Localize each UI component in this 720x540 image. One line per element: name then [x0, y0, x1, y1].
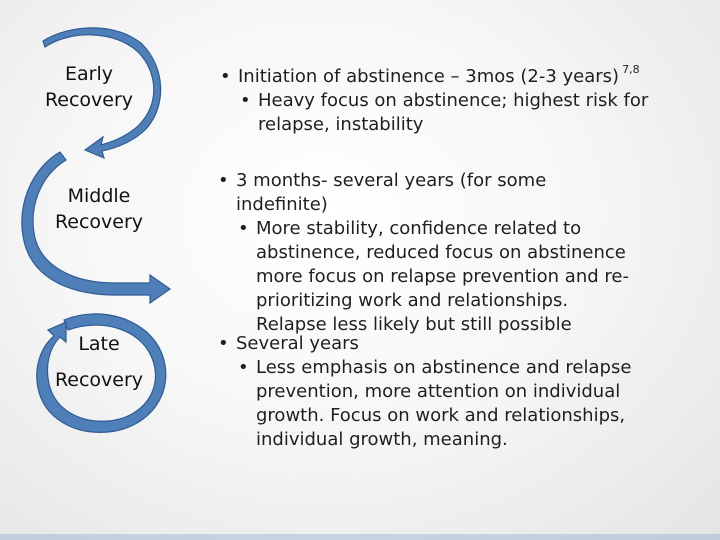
- middle-recovery-description: [218, 169, 643, 337]
- slide-bottom-rule: [0, 534, 720, 540]
- early-recovery-label: [30, 61, 148, 113]
- early-recovery-heading: [220, 65, 660, 89]
- late-recovery-heading: • Several years: [218, 332, 638, 356]
- late-recovery-label-line2: Recovery: [54, 369, 144, 391]
- middle-recovery-label-line2: Recovery: [54, 211, 144, 233]
- early-recovery-heading-text: Initiation of abstinence – 3mos (2-3 years): [238, 66, 620, 87]
- late-recovery-detail: • Less emphasis on abstinence and relapse prevention, more attention on individual growth. Focus on work and relationships, individual growth, meaning.: [238, 356, 638, 452]
- early-recovery-label-line1: Early: [65, 63, 113, 85]
- middle-recovery-label: [40, 183, 158, 235]
- middle-recovery-detail: • More stability, confidence related to abstinence, reduced focus on abstinence more focus on relapse prevention and re-prioritizing work and relationships. Relapse less likely but still possible: [238, 217, 643, 337]
- middle-recovery-heading: • 3 months- several years (for some indefinite): [218, 169, 643, 217]
- early-recovery-label-line2: Recovery: [44, 89, 134, 111]
- late-recovery-description: [218, 332, 638, 452]
- early-recovery-description: [220, 65, 660, 137]
- late-recovery-label-line1: Late: [78, 333, 120, 355]
- early-recovery-detail: • Heavy focus on abstinence; highest risk for relapse, instability: [240, 89, 660, 137]
- early-recovery-citation: 7,8: [622, 63, 640, 76]
- middle-recovery-label-line1: Middle: [67, 185, 131, 207]
- late-recovery-label: [40, 331, 158, 393]
